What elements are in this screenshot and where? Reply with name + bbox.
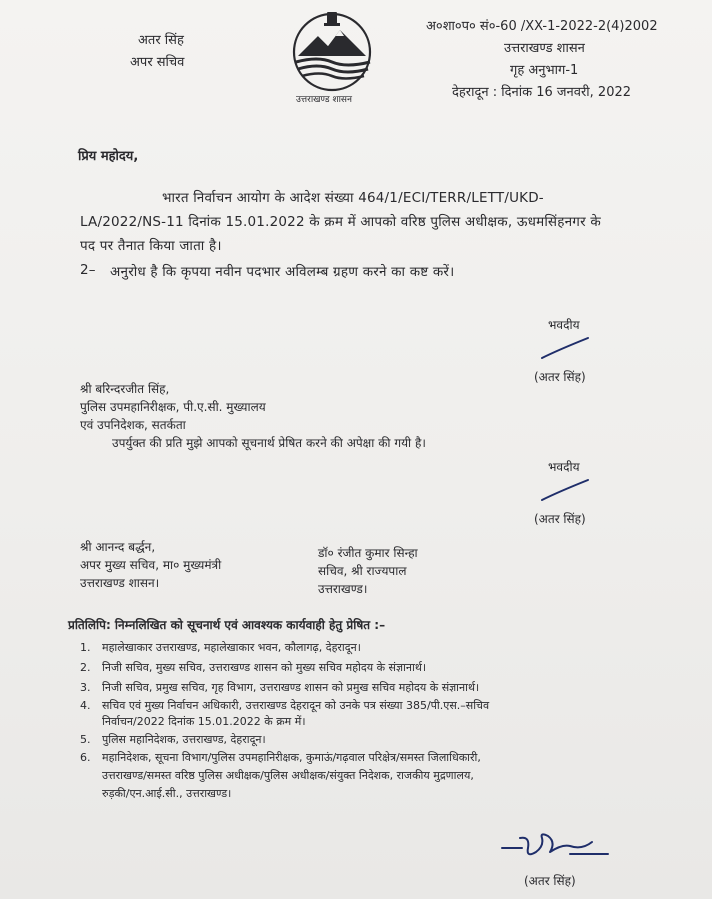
list-item: 3. निजी सचिव, प्रमुख सचिव, गृह विभाग, उत्तराखण्ड शासन को प्रमुख सचिव महोदय के संज्ञानार्थ। (80, 681, 480, 694)
recipient-line-2: पुलिस उपमहानिरीक्षक, पी.ए.सी. मुख्यालय (80, 400, 266, 414)
yours-faithfully-2: भवदीय (548, 460, 580, 474)
yours-faithfully: भवदीय (548, 318, 580, 332)
list-item: 1. महालेखाकार उत्तराखण्ड, महालेखाकार भवन, कौलागढ़, देहरादून। (80, 641, 361, 654)
list-item-continuation: निर्वाचन/2022 दिनांक 15.01.2022 के क्रम में। (102, 715, 306, 728)
closing-name-2: (अतर सिंह) (534, 512, 586, 526)
cc-right-line-3: उत्तराखण्ड। (318, 582, 368, 596)
uttarakhand-emblem-icon (288, 6, 376, 98)
recipient-name: श्री बरिन्दरजीत सिंह, (80, 382, 170, 396)
cc-left-line-2: अपर मुख्य सचिव, मा० मुख्यमंत्री (80, 558, 222, 572)
body-line-3: पद पर तैनात किया जाता है। (80, 238, 222, 254)
closing-name: (अतर सिंह) (534, 370, 586, 384)
signature-icon (540, 478, 592, 502)
recipient-note: उपर्युक्त की प्रति मुझे आपको सूचनार्थ प्रेषित करने की अपेक्षा की गयी है। (112, 436, 426, 450)
list-item: 6. महानिदेशक, सूचना विभाग/पुलिस उपमहानिरीक्षक, कुमाऊं/गढ़वाल परिक्षेत्र/समस्त जिलाधिकारी, (80, 751, 481, 764)
body-line-1: भारत निर्वाचन आयोग के आदेश संख्या 464/1/ECI/TERR/LETT/UKD- (162, 190, 544, 206)
copy-heading: प्रतिलिपि: निम्नलिखित को सूचनार्थ एवं आवश्यक कार्यवाही हेतु प्रेषित :– (68, 618, 386, 632)
list-item: 2. निजी सचिव, मुख्य सचिव, उत्तराखण्ड शासन को मुख्य सचिव महोदय के संज्ञानार्थ। (80, 661, 427, 674)
letter-place-date: देहरादून : दिनांक 16 जनवरी, 2022 (452, 85, 632, 100)
final-signature-name: (अतर सिंह) (524, 874, 576, 888)
signature-icon (540, 336, 592, 360)
letter-number: अ०शा०प० सं०-60 /XX-1-2022-2(4)2002 (426, 19, 658, 34)
sender-name: अतर सिंह (138, 33, 184, 48)
list-item: 5. पुलिस महानिदेशक, उत्तराखण्ड, देहरादून। (80, 733, 266, 746)
salutation: प्रिय महोदय, (78, 149, 139, 164)
body-line-2: LA/2022/NS-11 दिनांक 15.01.2022 के क्रम में आपको वरिष्ठ पुलिस अधीक्षक, ऊधमसिंहनगर के (80, 214, 601, 230)
para2-text: अनुरोध है कि कृपया नवीन पदभार अविलम्ब ग्रहण करने का कष्ट करें। (110, 264, 455, 280)
cc-left-line-3: उत्तराखण्ड शासन। (80, 576, 160, 590)
recipient-line-3: एवं उपनिदेशक, सतर्कता (80, 418, 186, 432)
signature-icon (500, 824, 610, 864)
cc-left-line-1: श्री आनन्द बर्द्धन, (80, 540, 156, 554)
sender-designation: अपर सचिव (130, 55, 185, 70)
list-item-continuation: रुड़की/एन.आई.सी., उत्तराखण्ड। (102, 787, 232, 800)
para2-number: 2– (80, 262, 96, 278)
list-item: 4. सचिव एवं मुख्य निर्वाचन अधिकारी, उत्तराखण्ड देहरादून को उनके पत्र संख्या 385/पी.एस.–सचिव (80, 699, 490, 712)
letter-section: गृह अनुभाग-1 (510, 63, 579, 78)
emblem-caption: उत्तराखण्ड शासन (296, 95, 353, 105)
cc-right-line-2: सचिव, श्री राज्यपाल (318, 564, 407, 578)
letter-office: उत्तराखण्ड शासन (504, 41, 585, 56)
list-item-continuation: उत्तराखण्ड/समस्त वरिष्ठ पुलिस अधीक्षक/पुलिस अधीक्षक/संयुक्त निदेशक, राजकीय मुद्रणालय, (102, 769, 474, 782)
cc-right-line-1: डॉ० रंजीत कुमार सिन्हा (318, 546, 418, 560)
